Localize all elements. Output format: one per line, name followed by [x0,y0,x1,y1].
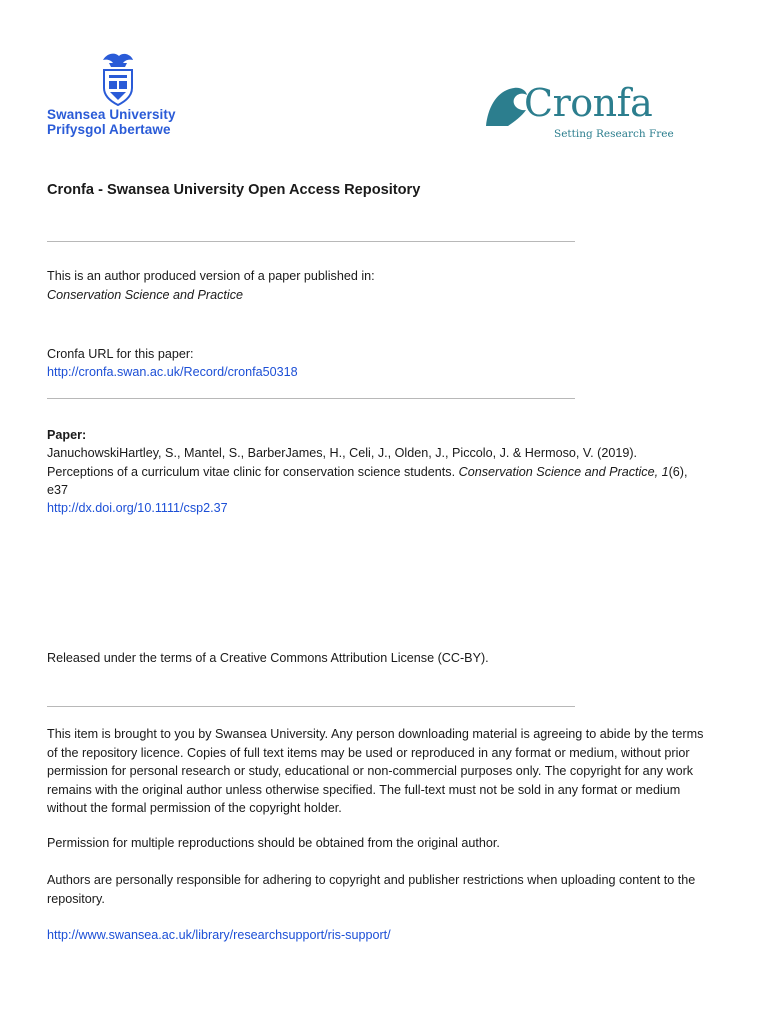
doi-link[interactable]: http://dx.doi.org/10.1111/csp2.37 [47,501,228,515]
paper-issue: (6), [668,465,688,479]
divider [47,241,575,242]
divider [47,706,575,707]
paper-article-number: e37 [47,483,69,497]
usage-terms-line: permission for personal research or study, educational or non-commercial purposes only. The copyright for any work [47,764,694,778]
paper-title-line [47,463,688,482]
university-name-english: Swansea University [47,107,176,122]
cronfa-record-link[interactable]: http://cronfa.swan.ac.uk/Record/cronfa50318 [47,365,298,379]
paper-heading: Paper: [47,428,87,442]
usage-terms-paragraph [47,725,703,818]
swansea-crest-icon [95,50,141,106]
wave-icon [484,84,528,128]
ris-support-link[interactable]: http://www.swansea.ac.uk/library/researchsupport/ris-support/ [47,928,391,942]
journal-name: Conservation Science and Practice [47,288,244,302]
author-responsibility-line: Authors are personally responsible for adhering to copyright and publisher restrictions when uploading content to the [47,873,696,887]
swansea-university-logo [47,50,187,140]
author-responsibility-line: repository. [47,891,105,906]
cronfa-wordmark: Cronfa [524,81,653,125]
usage-terms-line: of the repository licence. Copies of full text items may be used or reproduced in any format or medium, without prior [47,745,690,760]
license-statement: Released under the terms of a Creative Commons Attribution License (CC-BY). [47,651,489,665]
paper-journal-volume: Conservation Science and Practice, 1 [458,465,669,479]
divider [47,398,575,399]
usage-terms-line: This item is brought to you by Swansea University. Any person downloading material is agreeing to abide by the terms [47,727,704,741]
usage-terms-line: remains with the original author unless otherwise specified. The full-text must not be sold in any format or medium [47,782,681,797]
university-name-welsh: Prifysgol Abertawe [47,122,171,137]
cronfa-url-label: Cronfa URL for this paper: [47,347,194,361]
paper-title: Perceptions of a curriculum vitae clinic for conservation science students. [47,465,459,479]
published-in-intro: This is an author produced version of a paper published in: [47,269,375,283]
reproduction-permission: Permission for multiple reproductions should be obtained from the original author. [47,836,500,850]
cronfa-tagline: Setting Research Free [554,128,674,140]
cronfa-logo [484,81,674,144]
author-responsibility-paragraph [47,871,695,908]
usage-terms-line: without the formal permission of the copyright holder. [47,801,342,815]
paper-authors: JanuchowskiHartley, S., Mantel, S., BarberJames, H., Celi, J., Olden, J., Piccolo, J. & Hermoso, V. (2019). [47,446,638,460]
page-title: Cronfa - Swansea University Open Access Repository [47,182,421,198]
